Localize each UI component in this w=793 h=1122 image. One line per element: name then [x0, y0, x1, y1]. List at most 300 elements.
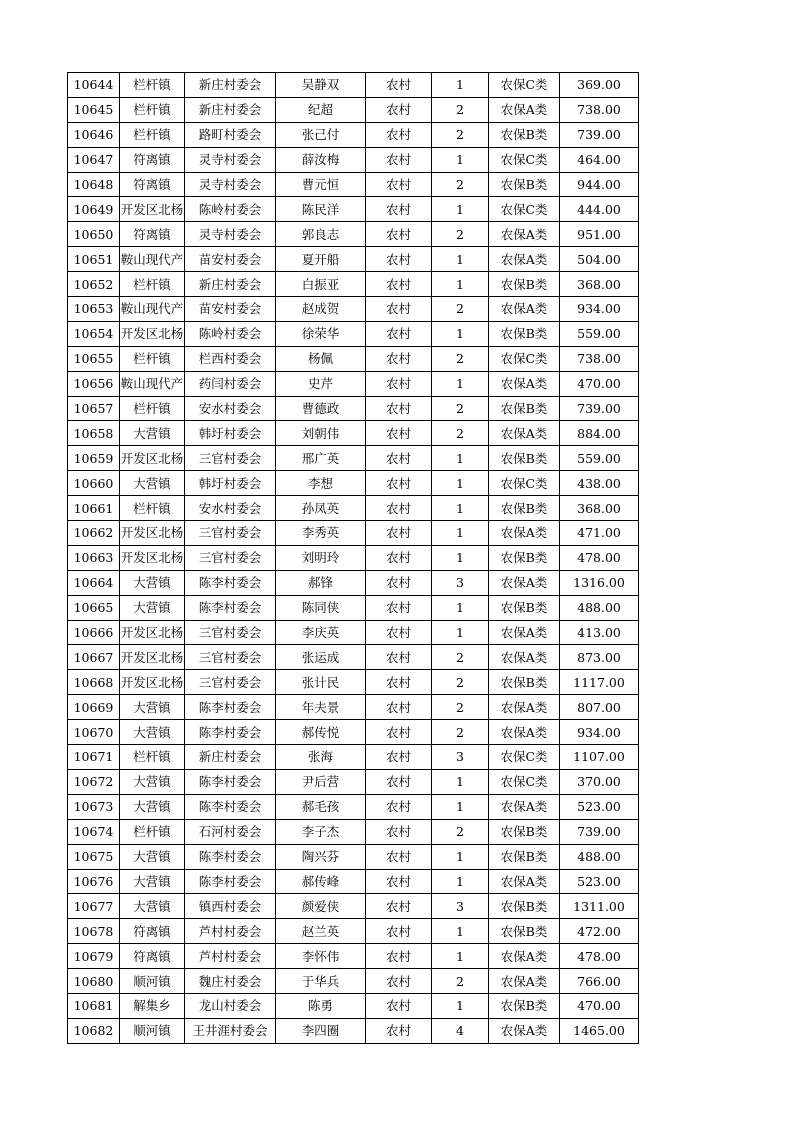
- village-committee-cell: 芦村村委会: [185, 944, 276, 969]
- village-committee-cell: 三官村委会: [185, 446, 276, 471]
- household-size-cell: 3: [432, 570, 489, 595]
- village-committee-cell: 苗安村委会: [185, 297, 276, 322]
- household-size-cell: 1: [432, 321, 489, 346]
- township-cell: 鞍山现代产: [120, 297, 185, 322]
- village-committee-cell: 石河村委会: [185, 819, 276, 844]
- household-size-cell: 1: [432, 371, 489, 396]
- township-cell: 顺河镇: [120, 969, 185, 994]
- village-committee-cell: 三官村委会: [185, 521, 276, 546]
- township-cell: 大营镇: [120, 720, 185, 745]
- area-type-cell: 农村: [366, 745, 432, 770]
- insurance-type-cell: 农保B类: [489, 496, 560, 521]
- household-size-cell: 2: [432, 97, 489, 122]
- amount-cell: 413.00: [560, 620, 639, 645]
- village-committee-cell: 三官村委会: [185, 670, 276, 695]
- name-cell: 张运成: [276, 645, 366, 670]
- township-cell: 顺河镇: [120, 1018, 185, 1043]
- amount-cell: 470.00: [560, 993, 639, 1018]
- insurance-type-cell: 农保A类: [489, 720, 560, 745]
- records-table-body: [68, 73, 639, 1044]
- township-cell: 栏杆镇: [120, 346, 185, 371]
- name-cell: 曹元恒: [276, 172, 366, 197]
- record-id-cell: 10677: [68, 894, 120, 919]
- village-committee-cell: 镇西村委会: [185, 894, 276, 919]
- amount-cell: 368.00: [560, 496, 639, 521]
- village-committee-cell: 龙山村委会: [185, 993, 276, 1018]
- township-cell: 大营镇: [120, 595, 185, 620]
- insurance-type-cell: 农保B类: [489, 894, 560, 919]
- household-size-cell: 1: [432, 147, 489, 172]
- insurance-type-cell: 农保B类: [489, 396, 560, 421]
- household-size-cell: 1: [432, 247, 489, 272]
- amount-cell: 873.00: [560, 645, 639, 670]
- name-cell: 年夫景: [276, 695, 366, 720]
- amount-cell: 944.00: [560, 172, 639, 197]
- village-committee-cell: 安水村委会: [185, 396, 276, 421]
- township-cell: 栏杆镇: [120, 396, 185, 421]
- village-committee-cell: 陈岭村委会: [185, 197, 276, 222]
- village-committee-cell: 三官村委会: [185, 645, 276, 670]
- amount-cell: 471.00: [560, 521, 639, 546]
- township-cell: 大营镇: [120, 695, 185, 720]
- township-cell: 符离镇: [120, 222, 185, 247]
- village-committee-cell: 新庄村委会: [185, 745, 276, 770]
- amount-cell: 1117.00: [560, 670, 639, 695]
- township-cell: 鞍山现代产: [120, 247, 185, 272]
- name-cell: 杨佩: [276, 346, 366, 371]
- table-row: [68, 396, 639, 421]
- name-cell: 夏开船: [276, 247, 366, 272]
- area-type-cell: 农村: [366, 496, 432, 521]
- area-type-cell: 农村: [366, 521, 432, 546]
- table-row: [68, 745, 639, 770]
- area-type-cell: 农村: [366, 570, 432, 595]
- township-cell: 栏杆镇: [120, 122, 185, 147]
- insurance-type-cell: 农保A类: [489, 944, 560, 969]
- table-row: [68, 521, 639, 546]
- amount-cell: 766.00: [560, 969, 639, 994]
- record-id-cell: 10675: [68, 844, 120, 869]
- table-row: [68, 919, 639, 944]
- record-id-cell: 10646: [68, 122, 120, 147]
- township-cell: 大营镇: [120, 844, 185, 869]
- household-size-cell: 1: [432, 197, 489, 222]
- household-size-cell: 1: [432, 272, 489, 297]
- name-cell: 陈勇: [276, 993, 366, 1018]
- village-committee-cell: 药闫村委会: [185, 371, 276, 396]
- area-type-cell: 农村: [366, 944, 432, 969]
- area-type-cell: 农村: [366, 421, 432, 446]
- area-type-cell: 农村: [366, 695, 432, 720]
- area-type-cell: 农村: [366, 346, 432, 371]
- table-row: [68, 794, 639, 819]
- insurance-type-cell: 农保A类: [489, 1018, 560, 1043]
- township-cell: 开发区北杨: [120, 545, 185, 570]
- area-type-cell: 农村: [366, 595, 432, 620]
- area-type-cell: 农村: [366, 222, 432, 247]
- insurance-type-cell: 农保B类: [489, 919, 560, 944]
- township-cell: 解集乡: [120, 993, 185, 1018]
- township-cell: 符离镇: [120, 147, 185, 172]
- area-type-cell: 农村: [366, 197, 432, 222]
- record-id-cell: 10662: [68, 521, 120, 546]
- insurance-type-cell: 农保A类: [489, 695, 560, 720]
- name-cell: 张海: [276, 745, 366, 770]
- amount-cell: 470.00: [560, 371, 639, 396]
- insurance-type-cell: 农保C类: [489, 346, 560, 371]
- table-row: [68, 346, 639, 371]
- area-type-cell: 农村: [366, 247, 432, 272]
- village-committee-cell: 陈李村委会: [185, 595, 276, 620]
- area-type-cell: 农村: [366, 122, 432, 147]
- township-cell: 符离镇: [120, 172, 185, 197]
- table-row: [68, 944, 639, 969]
- insurance-type-cell: 农保C类: [489, 471, 560, 496]
- name-cell: 郝传峰: [276, 869, 366, 894]
- record-id-cell: 10678: [68, 919, 120, 944]
- table-row: [68, 197, 639, 222]
- area-type-cell: 农村: [366, 620, 432, 645]
- household-size-cell: 1: [432, 446, 489, 471]
- insurance-type-cell: 农保B类: [489, 272, 560, 297]
- record-id-cell: 10658: [68, 421, 120, 446]
- insurance-type-cell: 农保B类: [489, 670, 560, 695]
- village-committee-cell: 栏西村委会: [185, 346, 276, 371]
- township-cell: 大营镇: [120, 570, 185, 595]
- township-cell: 符离镇: [120, 919, 185, 944]
- township-cell: 符离镇: [120, 944, 185, 969]
- insurance-type-cell: 农保B类: [489, 545, 560, 570]
- record-id-cell: 10680: [68, 969, 120, 994]
- township-cell: 鞍山现代产: [120, 371, 185, 396]
- area-type-cell: 农村: [366, 869, 432, 894]
- table-row: [68, 645, 639, 670]
- township-cell: 开发区北杨: [120, 446, 185, 471]
- village-committee-cell: 灵寺村委会: [185, 172, 276, 197]
- township-cell: 开发区北杨: [120, 670, 185, 695]
- area-type-cell: 农村: [366, 396, 432, 421]
- amount-cell: 884.00: [560, 421, 639, 446]
- name-cell: 白振亚: [276, 272, 366, 297]
- household-size-cell: 1: [432, 620, 489, 645]
- township-cell: 栏杆镇: [120, 819, 185, 844]
- table-row: [68, 371, 639, 396]
- amount-cell: 934.00: [560, 297, 639, 322]
- table-row: [68, 172, 639, 197]
- table-row: [68, 894, 639, 919]
- name-cell: 颜爱侠: [276, 894, 366, 919]
- name-cell: 陶兴芬: [276, 844, 366, 869]
- amount-cell: 478.00: [560, 545, 639, 570]
- household-size-cell: 1: [432, 545, 489, 570]
- area-type-cell: 农村: [366, 794, 432, 819]
- village-committee-cell: 陈李村委会: [185, 869, 276, 894]
- area-type-cell: 农村: [366, 446, 432, 471]
- record-id-cell: 10649: [68, 197, 120, 222]
- table-row: [68, 496, 639, 521]
- village-committee-cell: 三官村委会: [185, 620, 276, 645]
- name-cell: 张己付: [276, 122, 366, 147]
- name-cell: 邢广英: [276, 446, 366, 471]
- village-committee-cell: 韩圩村委会: [185, 421, 276, 446]
- village-committee-cell: 陈李村委会: [185, 720, 276, 745]
- household-size-cell: 2: [432, 421, 489, 446]
- record-id-cell: 10665: [68, 595, 120, 620]
- village-committee-cell: 陈李村委会: [185, 695, 276, 720]
- record-id-cell: 10654: [68, 321, 120, 346]
- household-size-cell: 2: [432, 670, 489, 695]
- household-size-cell: 2: [432, 346, 489, 371]
- insurance-type-cell: 农保A类: [489, 247, 560, 272]
- name-cell: 于华兵: [276, 969, 366, 994]
- village-committee-cell: 陈李村委会: [185, 570, 276, 595]
- amount-cell: 738.00: [560, 97, 639, 122]
- amount-cell: 559.00: [560, 321, 639, 346]
- village-committee-cell: 陈李村委会: [185, 844, 276, 869]
- amount-cell: 488.00: [560, 595, 639, 620]
- record-id-cell: 10671: [68, 745, 120, 770]
- household-size-cell: 2: [432, 396, 489, 421]
- household-size-cell: 1: [432, 944, 489, 969]
- household-size-cell: 1: [432, 595, 489, 620]
- record-id-cell: 10681: [68, 993, 120, 1018]
- name-cell: 李子杰: [276, 819, 366, 844]
- record-id-cell: 10664: [68, 570, 120, 595]
- record-id-cell: 10674: [68, 819, 120, 844]
- amount-cell: 472.00: [560, 919, 639, 944]
- village-committee-cell: 苗安村委会: [185, 247, 276, 272]
- name-cell: 刘朝伟: [276, 421, 366, 446]
- record-id-cell: 10679: [68, 944, 120, 969]
- insurance-type-cell: 农保A类: [489, 969, 560, 994]
- amount-cell: 739.00: [560, 396, 639, 421]
- table-row: [68, 272, 639, 297]
- record-id-cell: 10644: [68, 73, 120, 98]
- table-row: [68, 446, 639, 471]
- record-id-cell: 10652: [68, 272, 120, 297]
- township-cell: 大营镇: [120, 421, 185, 446]
- insurance-type-cell: 农保B类: [489, 819, 560, 844]
- table-row: [68, 297, 639, 322]
- household-size-cell: 1: [432, 73, 489, 98]
- household-size-cell: 1: [432, 993, 489, 1018]
- township-cell: 开发区北杨: [120, 521, 185, 546]
- record-id-cell: 10657: [68, 396, 120, 421]
- household-size-cell: 1: [432, 794, 489, 819]
- village-committee-cell: 陈李村委会: [185, 769, 276, 794]
- area-type-cell: 农村: [366, 720, 432, 745]
- area-type-cell: 农村: [366, 371, 432, 396]
- household-size-cell: 1: [432, 769, 489, 794]
- record-id-cell: 10653: [68, 297, 120, 322]
- amount-cell: 464.00: [560, 147, 639, 172]
- amount-cell: 444.00: [560, 197, 639, 222]
- name-cell: 郝毛孩: [276, 794, 366, 819]
- record-id-cell: 10663: [68, 545, 120, 570]
- table-row: [68, 769, 639, 794]
- township-cell: 大营镇: [120, 869, 185, 894]
- village-committee-cell: 王井涯村委会: [185, 1018, 276, 1043]
- table-row: [68, 222, 639, 247]
- name-cell: 李秀英: [276, 521, 366, 546]
- name-cell: 郭良志: [276, 222, 366, 247]
- area-type-cell: 农村: [366, 894, 432, 919]
- household-size-cell: 1: [432, 496, 489, 521]
- amount-cell: 1316.00: [560, 570, 639, 595]
- insurance-type-cell: 农保C类: [489, 73, 560, 98]
- insurance-type-cell: 农保A类: [489, 645, 560, 670]
- insurance-type-cell: 农保C类: [489, 745, 560, 770]
- village-committee-cell: 新庄村委会: [185, 73, 276, 98]
- township-cell: 栏杆镇: [120, 745, 185, 770]
- name-cell: 陈同侠: [276, 595, 366, 620]
- amount-cell: 1465.00: [560, 1018, 639, 1043]
- household-size-cell: 2: [432, 222, 489, 247]
- table-row: [68, 421, 639, 446]
- amount-cell: 438.00: [560, 471, 639, 496]
- amount-cell: 739.00: [560, 819, 639, 844]
- record-id-cell: 10669: [68, 695, 120, 720]
- insurance-type-cell: 农保A类: [489, 570, 560, 595]
- area-type-cell: 农村: [366, 819, 432, 844]
- amount-cell: 559.00: [560, 446, 639, 471]
- table-row: [68, 570, 639, 595]
- amount-cell: 488.00: [560, 844, 639, 869]
- area-type-cell: 农村: [366, 172, 432, 197]
- name-cell: 尹后营: [276, 769, 366, 794]
- record-id-cell: 10648: [68, 172, 120, 197]
- name-cell: 薛汝梅: [276, 147, 366, 172]
- township-cell: 开发区北杨: [120, 321, 185, 346]
- record-id-cell: 10668: [68, 670, 120, 695]
- township-cell: 栏杆镇: [120, 272, 185, 297]
- area-type-cell: 农村: [366, 73, 432, 98]
- area-type-cell: 农村: [366, 321, 432, 346]
- household-size-cell: 1: [432, 471, 489, 496]
- table-row: [68, 620, 639, 645]
- table-row: [68, 670, 639, 695]
- insurance-type-cell: 农保B类: [489, 844, 560, 869]
- insurance-type-cell: 农保A类: [489, 794, 560, 819]
- household-size-cell: 2: [432, 645, 489, 670]
- insurance-type-cell: 农保A类: [489, 421, 560, 446]
- record-id-cell: 10682: [68, 1018, 120, 1043]
- name-cell: 李想: [276, 471, 366, 496]
- table-row: [68, 471, 639, 496]
- household-size-cell: 3: [432, 894, 489, 919]
- record-id-cell: 10656: [68, 371, 120, 396]
- name-cell: 郝锋: [276, 570, 366, 595]
- insurance-type-cell: 农保B类: [489, 446, 560, 471]
- amount-cell: 1107.00: [560, 745, 639, 770]
- name-cell: 史芹: [276, 371, 366, 396]
- village-committee-cell: 陈李村委会: [185, 794, 276, 819]
- insurance-type-cell: 农保C类: [489, 769, 560, 794]
- insurance-type-cell: 农保B类: [489, 321, 560, 346]
- village-committee-cell: 魏庄村委会: [185, 969, 276, 994]
- amount-cell: 523.00: [560, 869, 639, 894]
- household-size-cell: 3: [432, 745, 489, 770]
- insurance-type-cell: 农保A类: [489, 97, 560, 122]
- area-type-cell: 农村: [366, 471, 432, 496]
- township-cell: 开发区北杨: [120, 645, 185, 670]
- area-type-cell: 农村: [366, 297, 432, 322]
- area-type-cell: 农村: [366, 545, 432, 570]
- area-type-cell: 农村: [366, 147, 432, 172]
- amount-cell: 951.00: [560, 222, 639, 247]
- record-id-cell: 10660: [68, 471, 120, 496]
- insurance-type-cell: 农保A类: [489, 371, 560, 396]
- area-type-cell: 农村: [366, 272, 432, 297]
- table-row: [68, 969, 639, 994]
- area-type-cell: 农村: [366, 1018, 432, 1043]
- record-id-cell: 10666: [68, 620, 120, 645]
- area-type-cell: 农村: [366, 993, 432, 1018]
- insurance-type-cell: 农保B类: [489, 172, 560, 197]
- record-id-cell: 10655: [68, 346, 120, 371]
- record-id-cell: 10650: [68, 222, 120, 247]
- area-type-cell: 农村: [366, 97, 432, 122]
- name-cell: 陈民洋: [276, 197, 366, 222]
- amount-cell: 934.00: [560, 720, 639, 745]
- record-id-cell: 10645: [68, 97, 120, 122]
- insurance-type-cell: 农保B类: [489, 595, 560, 620]
- area-type-cell: 农村: [366, 645, 432, 670]
- amount-cell: 523.00: [560, 794, 639, 819]
- village-committee-cell: 安水村委会: [185, 496, 276, 521]
- name-cell: 赵成贺: [276, 297, 366, 322]
- insurance-type-cell: 农保A类: [489, 620, 560, 645]
- village-committee-cell: 芦村村委会: [185, 919, 276, 944]
- record-id-cell: 10647: [68, 147, 120, 172]
- name-cell: 刘明玲: [276, 545, 366, 570]
- village-committee-cell: 新庄村委会: [185, 97, 276, 122]
- amount-cell: 1311.00: [560, 894, 639, 919]
- name-cell: 李庆英: [276, 620, 366, 645]
- table-row: [68, 595, 639, 620]
- township-cell: 大营镇: [120, 769, 185, 794]
- village-committee-cell: 灵寺村委会: [185, 222, 276, 247]
- table-row: [68, 122, 639, 147]
- record-id-cell: 10659: [68, 446, 120, 471]
- table-row: [68, 695, 639, 720]
- table-row: [68, 720, 639, 745]
- records-table: [67, 72, 639, 1044]
- table-row: [68, 73, 639, 98]
- village-committee-cell: 灵寺村委会: [185, 147, 276, 172]
- township-cell: 栏杆镇: [120, 97, 185, 122]
- insurance-type-cell: 农保C类: [489, 147, 560, 172]
- area-type-cell: 农村: [366, 919, 432, 944]
- village-committee-cell: 路町村委会: [185, 122, 276, 147]
- household-size-cell: 2: [432, 819, 489, 844]
- table-row: [68, 1018, 639, 1043]
- insurance-type-cell: 农保A类: [489, 869, 560, 894]
- township-cell: 开发区北杨: [120, 197, 185, 222]
- area-type-cell: 农村: [366, 670, 432, 695]
- insurance-type-cell: 农保A类: [489, 297, 560, 322]
- area-type-cell: 农村: [366, 969, 432, 994]
- record-id-cell: 10667: [68, 645, 120, 670]
- township-cell: 大营镇: [120, 894, 185, 919]
- village-committee-cell: 新庄村委会: [185, 272, 276, 297]
- household-size-cell: 2: [432, 695, 489, 720]
- record-id-cell: 10676: [68, 869, 120, 894]
- table-row: [68, 97, 639, 122]
- township-cell: 栏杆镇: [120, 73, 185, 98]
- household-size-cell: 2: [432, 297, 489, 322]
- household-size-cell: 2: [432, 122, 489, 147]
